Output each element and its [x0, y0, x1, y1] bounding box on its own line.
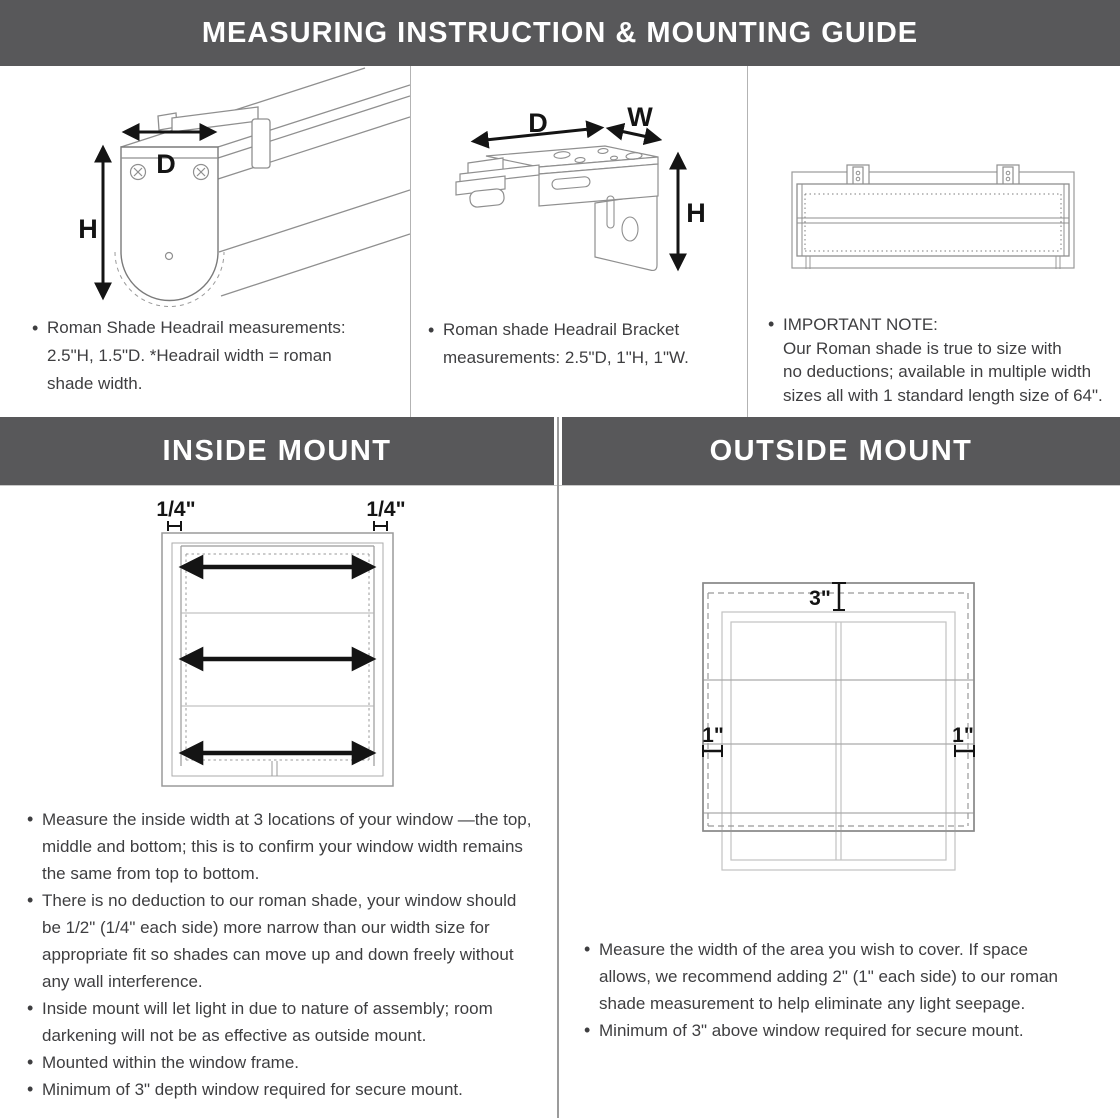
shade-edges — [181, 546, 374, 766]
line: allows, we recommend adding 2" (1" each side) to our roman — [599, 967, 1059, 986]
top-gap-label: 3" — [809, 587, 831, 610]
line: • Measure the inside width at 3 locations of your window —the top, — [42, 810, 532, 829]
line: • Minimum of 3" above window required for secure mount. — [599, 1021, 1024, 1040]
bracket-note — [428, 316, 728, 372]
outside-mount-title: OUTSIDE MOUNT — [709, 434, 973, 467]
depth-label: D — [528, 108, 548, 138]
line: middle and bottom; this is to confirm your window width remains — [42, 837, 523, 856]
line: • There is no deduction to our roman shade, your window should — [42, 891, 517, 910]
shade-outline — [703, 583, 974, 831]
line: • Inside mount will let light in due to nature of assembly; room — [42, 999, 493, 1018]
outside-mount-diagram — [557, 560, 1120, 890]
left-overlap-label: 1" — [702, 724, 724, 747]
outside-mount-header — [562, 417, 1120, 485]
line: the same from top to bottom. — [42, 864, 260, 883]
note-title: • IMPORTANT NOTE: — [783, 315, 938, 334]
width-measure-arrows — [186, 567, 369, 753]
line: darkening will not be as effective as outside mount. — [42, 1026, 427, 1045]
inside-mount-header — [0, 417, 554, 485]
list-item — [584, 1017, 1084, 1044]
line: no deductions; available in multiple width — [783, 362, 1092, 381]
important-note — [768, 313, 1113, 407]
line: measurements: 2.5"D, 1"H, 1"W. — [443, 348, 689, 367]
section-underline — [0, 485, 1120, 486]
frame-legs — [806, 256, 1060, 269]
line: shade width. — [47, 374, 143, 393]
gap-ticks — [168, 521, 387, 531]
list-item — [27, 1049, 555, 1076]
list-item — [27, 995, 555, 1049]
line: • Minimum of 3" depth window required for secure mount. — [42, 1080, 463, 1099]
line: sizes all with 1 standard length size of 64". — [783, 385, 1103, 405]
headrail-note — [32, 314, 392, 398]
line: any wall interference. — [42, 972, 203, 991]
outside-mount-bullets — [584, 936, 1084, 1044]
list-item — [584, 936, 1084, 1017]
sill-mullion — [272, 761, 277, 776]
inside-mount-bullets — [27, 806, 555, 1103]
page-header — [0, 0, 1120, 66]
height-label: H — [686, 198, 706, 228]
line: • Roman shade Headrail Bracket — [443, 320, 680, 339]
width-label: W — [627, 102, 653, 132]
left-gap-label: 1/4" — [156, 498, 196, 521]
bracket-body — [456, 146, 658, 270]
line: Our Roman shade is true to size with — [783, 338, 1062, 358]
page-title: MEASURING INSTRUCTION & MOUNTING GUIDE — [201, 16, 919, 49]
line: • Roman Shade Headrail measurements: — [47, 318, 346, 337]
list-item — [27, 887, 555, 995]
list-item — [27, 1076, 555, 1103]
list-item — [27, 806, 555, 887]
list-item — [428, 316, 728, 372]
line: 2.5"H, 1.5"D. *Headrail width = roman — [47, 346, 332, 365]
line: be 1/2" (1/4" each side) more narrow than our width size for — [42, 918, 490, 937]
list-item — [768, 313, 1113, 407]
line: shade measurement to help eliminate any light seepage. — [599, 994, 1026, 1013]
line: • Mounted within the window frame. — [42, 1053, 300, 1072]
list-item — [32, 314, 392, 398]
right-gap-label: 1/4" — [366, 498, 406, 521]
depth-label: D — [156, 149, 176, 179]
line: • Measure the width of the area you wish to cover. If space — [599, 940, 1029, 959]
height-label: H — [78, 214, 98, 244]
inside-mount-title: INSIDE MOUNT — [162, 434, 392, 467]
right-overlap-label: 1" — [952, 724, 974, 747]
line: appropriate fit so shades can move up and down freely without — [42, 945, 514, 964]
headrail-band — [797, 184, 1069, 256]
inside-mount-diagram — [0, 488, 557, 808]
